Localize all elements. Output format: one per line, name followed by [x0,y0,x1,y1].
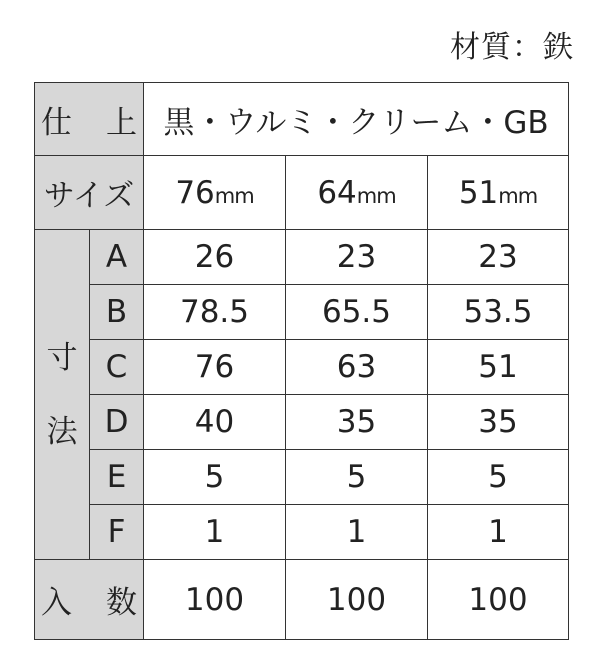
size-cell-3 [428,156,569,230]
dimension-value: 51 [428,340,569,395]
spec-table [34,82,569,640]
finish-label-a: 仕 [41,104,72,141]
size-header: サイズ [35,156,144,230]
dimension-value: 65.5 [286,285,428,340]
dimension-value: 5 [428,450,569,505]
dimension-key: A [90,230,144,285]
dimension-key: E [90,450,144,505]
dimension-value: 53.5 [428,285,569,340]
dimension-row-d [35,395,569,450]
size-cell-1 [144,156,286,230]
size-value-3: 51 [458,174,499,211]
dimension-key: C [90,340,144,395]
quantity-value: 100 [428,560,569,640]
dimension-value: 1 [286,505,428,560]
dimension-value: 76 [144,340,286,395]
dimension-value: 35 [428,395,569,450]
finish-label-b: 上 [106,104,137,141]
size-value-1: 76 [175,174,215,211]
quantity-row [35,560,569,640]
size-unit-3: mm [498,183,538,208]
dimension-value: 63 [286,340,428,395]
size-unit-1: mm [214,183,254,208]
size-row [35,156,569,230]
quantity-label-b: 数 [106,585,137,621]
dimension-row-e [35,450,569,505]
dimension-value: 40 [144,395,286,450]
dimension-key: B [90,285,144,340]
dimension-header [35,230,90,560]
dimension-key: F [90,505,144,560]
dimension-value: 78.5 [144,285,286,340]
dimension-value: 23 [286,230,428,285]
dimension-value: 5 [144,450,286,505]
dimension-value: 35 [286,395,428,450]
dimension-label-a: 寸 [46,339,78,376]
finish-row [35,83,569,156]
dimension-value: 23 [428,230,569,285]
dimension-value: 1 [428,505,569,560]
dimension-value: 26 [144,230,286,285]
size-unit-2: mm [356,183,396,208]
quantity-value: 100 [286,560,428,640]
dimension-row-f [35,505,569,560]
finish-header [35,83,144,156]
quantity-value: 100 [144,560,286,640]
dimension-value: 5 [286,450,428,505]
size-cell-2 [286,156,428,230]
dimension-row-b [35,285,569,340]
dimension-value: 1 [144,505,286,560]
quantity-header [35,560,144,640]
dimension-row-c [35,340,569,395]
size-value-2: 64 [317,174,357,211]
finish-value: 黒・ウルミ・クリーム・GB [144,83,569,156]
material-label: 材質：鉄 [450,30,574,65]
quantity-label-a: 入 [41,585,72,621]
dimension-key: D [90,395,144,450]
dimension-row-a [35,230,569,285]
dimension-label-b: 法 [46,413,78,450]
